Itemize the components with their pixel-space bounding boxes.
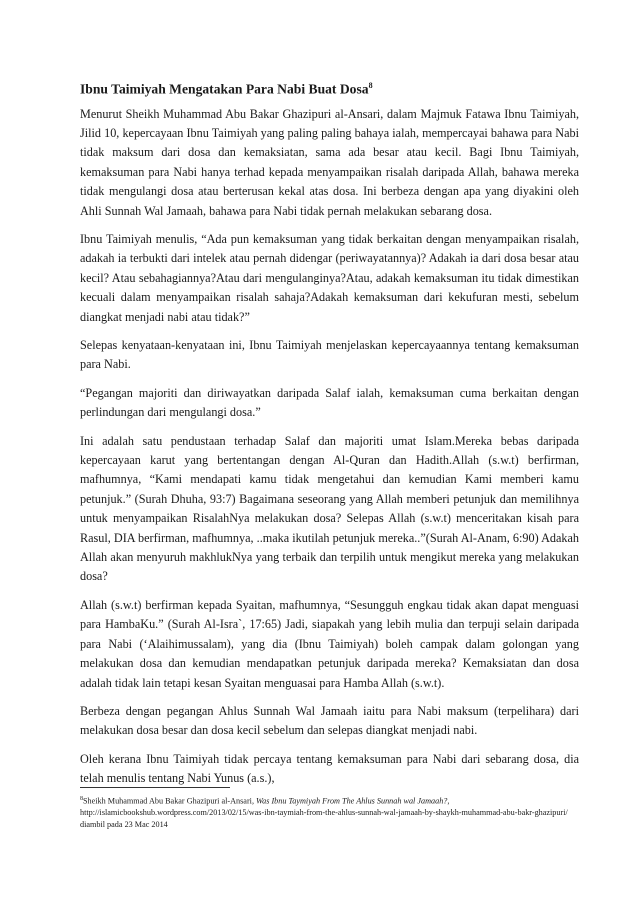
document-title [80, 77, 579, 99]
footnote-source-title: Was Ibnu Taymiyah From The Ahlus Sunnah wal Jamaah? [256, 796, 448, 806]
footnote-access-date: diambil pada 23 Mac 2014 [80, 819, 168, 829]
paragraph-8: Oleh kerana Ibnu Taimiyah tidak percaya tentang kemaksuman para Nabi dari sebarang dosa, dia telah menulis tentang Nabi Yunus (a.s.), [80, 751, 579, 786]
paragraph-7: Berbeza dengan pegangan Ahlus Sunnah Wal Jamaah iaitu para Nabi maksum (terpelihara) dari melakukan dosa besar dan dosa kecil sebelum dan selepas diangkat menjadi nabi. [80, 703, 579, 738]
footnote-url: , http://islamicbookshub.wordpress.com/2013/02/15/was-ibn-taymiah-from-the-ahlus-sunnah-wal-jamaah-by-shaykh-muhammad-abu-bakr-ghazipuri/ [80, 796, 568, 818]
paragraph-5: Ini adalah satu pendustaan terhadap Salaf dan majoriti umat Islam.Mereka bebas daripada kepercayaan karut yang bertentangan dengan Al-Quran dan Hadith.Allah (s.w.t) berfirman, mafhumnya, “Kami mendapati kamu tidak mengetahui dan kemudian Kami memberi kamu petunjuk.” (Surah Dhuha, 93:7) Bagaimana seseorang yang Allah memberi petunjuk dan memilihnya untuk menyampaikan RisalahNya melakukan dosa? Selepas Allah (s.w.t) menceritakan kisah para Rasul, DIA berfirman, mafhumnya, ..maka ikutilah petunjuk mereka..”(Surah Al-Anam, 6:90) Adakah Allah akan menyuruh makhlukNya yang terbaik dan terpilih untuk mengikut mereka yang melakukan dosa? [80, 433, 579, 584]
paragraph-3: Selepas kenyataan-kenyataan ini, Ibnu Taimiyah menjelaskan kepercayaannya tentang kemaksuman para Nabi. [80, 338, 579, 372]
paragraph-6: Allah (s.w.t) berfirman kepada Syaitan, mafhumnya, “Sesungguh engkau tidak akan dapat menguasi para HambaKu.” (Surah Al-Isra`, 17:65) Jadi, siapakah yang lebih mulia dan terpuji selain daripada para Nabi (‘Alaihimussalam), yang dia (Ibnu Taimiyah) boleh campak dalam golongan yang melakukan dosa dan kemudian mendapatkan petunjuk daripada mereka? Kemaksiatan dan dosa adalah tidak lain tetapi kesan Syaitan menguasai para Hamba Allah (s.w.t). [80, 597, 579, 690]
footnote-divider [80, 787, 230, 788]
paragraph-2: Ibnu Taimiyah menulis, “Ada pun kemaksuman yang tidak berkaitan dengan menyampaikan risalah, adakah ia terbukti dari intelek atau pernah didengar (periwayatannya)? Adakah ia dari dosa besar atau kecil? Atau sebahagiannya?Atau dari mengulanginya?Atau, adakah kemaksuman itu tidak dimestikan kecuali dalam menyampaikan risalah sahaja?Adakah kemaksuman dari kekufuran mesti, sebelum diangkat menjadi nabi atau tidak?” [80, 231, 579, 324]
paragraph-1: Menurut Sheikh Muhammad Abu Bakar Ghazipuri al-Ansari, dalam Majmuk Fatawa Ibnu Taimiyah, Jilid 10, kepercayaan Ibnu Taimiyah yang paling paling bahaya ialah, mempercayai bahawa para Nabi tidak maksum dari dosa dan kemaksiatan, sama ada besar atau kecil. Bagi Ibnu Taimiyah, kemaksuman para Nabi hanya terhad kepada menyampaikan risalah daripada Allah, bahawa mereka tidak mengulangi dosa atau berterusan kekal atas dosa. Ini berbeza dengan apa yang diyakini oleh Ahli Sunnah Wal Jamaah, bahawa para Nabi tidak pernah melakukan sebarang dosa. [80, 106, 579, 218]
title-footnote-mark: 8 [368, 81, 373, 90]
footnote-author: Sheikh Muhammad Abu Bakar Ghazipuri al-Ansari, [83, 796, 257, 806]
paragraph-4: “Pegangan majoriti dan diriwayatkan daripada Salaf ialah, kemaksuman cuma berkaitan dengan perlindungan dari mengulangi dosa.” [80, 385, 579, 420]
footnote-mark: 8 [80, 796, 83, 802]
title-text: Ibnu Taimiyah Mengatakan Para Nabi Buat Dosa [80, 81, 369, 97]
footnote [80, 794, 578, 830]
